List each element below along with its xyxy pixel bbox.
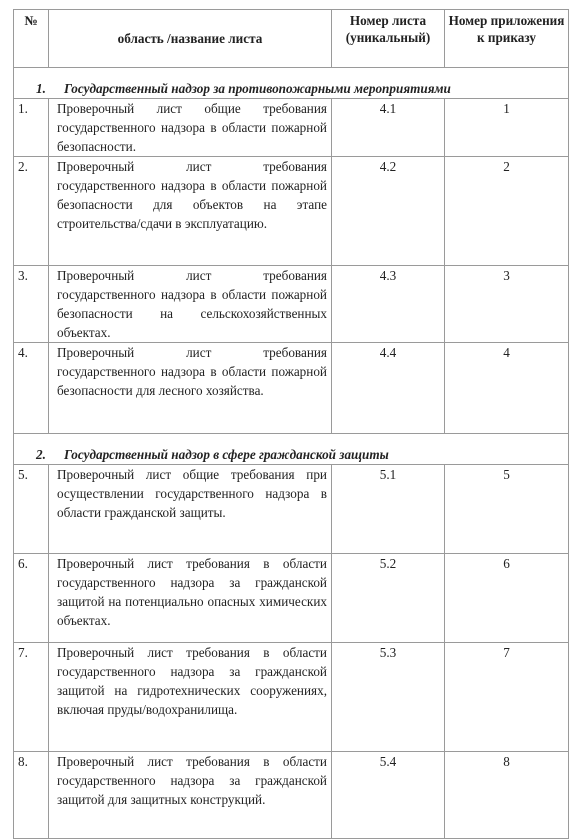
- row-appendix-number: 7: [445, 643, 569, 752]
- table-row: [14, 266, 569, 343]
- row-title: Проверочный лист требования в области государственного надзора за гражданской защитой на гидротехнических сооружениях, включая пруды/водохранилища.: [49, 643, 332, 752]
- row-sheet-number: 4.2: [332, 157, 445, 266]
- checklist-table: [13, 9, 569, 839]
- table-row: [14, 343, 569, 434]
- row-number: 5.: [14, 465, 49, 554]
- row-sheet-number: 5.3: [332, 643, 445, 752]
- row-sheet-number: 5.2: [332, 554, 445, 643]
- row-number: 8.: [14, 752, 49, 839]
- row-title: Проверочный лист требования государственного надзора в области пожарной безопасности на сельскохозяйственных объектах.: [49, 266, 332, 343]
- row-title: Проверочный лист требования в области государственного надзора за гражданской защитой на потенциально опасных химических объектах.: [49, 554, 332, 643]
- header-sheet-number: Номер листа (уникальный): [332, 10, 445, 68]
- row-title: Проверочный лист требования государственного надзора в области пожарной безопасности для лесного хозяйства.: [49, 343, 332, 434]
- row-appendix-number: 4: [445, 343, 569, 434]
- row-number: 3.: [14, 266, 49, 343]
- row-title: Проверочный лист требования в области государственного надзора за гражданской защитой для защитных конструкций.: [49, 752, 332, 839]
- header-name: область /название листа: [49, 10, 332, 68]
- row-appendix-number: 1: [445, 99, 569, 157]
- section-title: Государственный надзор в сфере гражданской защиты: [64, 447, 389, 462]
- header-appendix-number: Номер приложения к приказу: [445, 10, 569, 68]
- row-number: 7.: [14, 643, 49, 752]
- table-header-row: [14, 10, 569, 68]
- row-sheet-number: 5.4: [332, 752, 445, 839]
- section-number: 2.: [36, 447, 46, 462]
- row-title: Проверочный лист общие требования государственного надзора в области пожарной безопасности.: [49, 99, 332, 157]
- row-sheet-number: 5.1: [332, 465, 445, 554]
- row-number: 1.: [14, 99, 49, 157]
- table-row: [14, 157, 569, 266]
- section-row: [14, 434, 569, 465]
- row-number: 2.: [14, 157, 49, 266]
- section-title: Государственный надзор за противопожарными мероприятиями: [64, 81, 451, 96]
- row-title: Проверочный лист требования государственного надзора в области пожарной безопасности для объектов на этапе строительства/сдачи в эксплуатацию.: [49, 157, 332, 266]
- row-appendix-number: 6: [445, 554, 569, 643]
- row-appendix-number: 3: [445, 266, 569, 343]
- row-title: Проверочный лист общие требования при осуществлении государственного надзора в области гражданской защиты.: [49, 465, 332, 554]
- section-row: [14, 68, 569, 99]
- table-row: [14, 554, 569, 643]
- row-sheet-number: 4.1: [332, 99, 445, 157]
- row-sheet-number: 4.4: [332, 343, 445, 434]
- table-row: [14, 465, 569, 554]
- row-appendix-number: 8: [445, 752, 569, 839]
- row-appendix-number: 2: [445, 157, 569, 266]
- header-number: №: [14, 10, 49, 68]
- table-row: [14, 643, 569, 752]
- row-number: 4.: [14, 343, 49, 434]
- row-number: 6.: [14, 554, 49, 643]
- table-row: [14, 752, 569, 839]
- row-appendix-number: 5: [445, 465, 569, 554]
- section-number: 1.: [36, 81, 46, 96]
- row-sheet-number: 4.3: [332, 266, 445, 343]
- table-row: [14, 99, 569, 157]
